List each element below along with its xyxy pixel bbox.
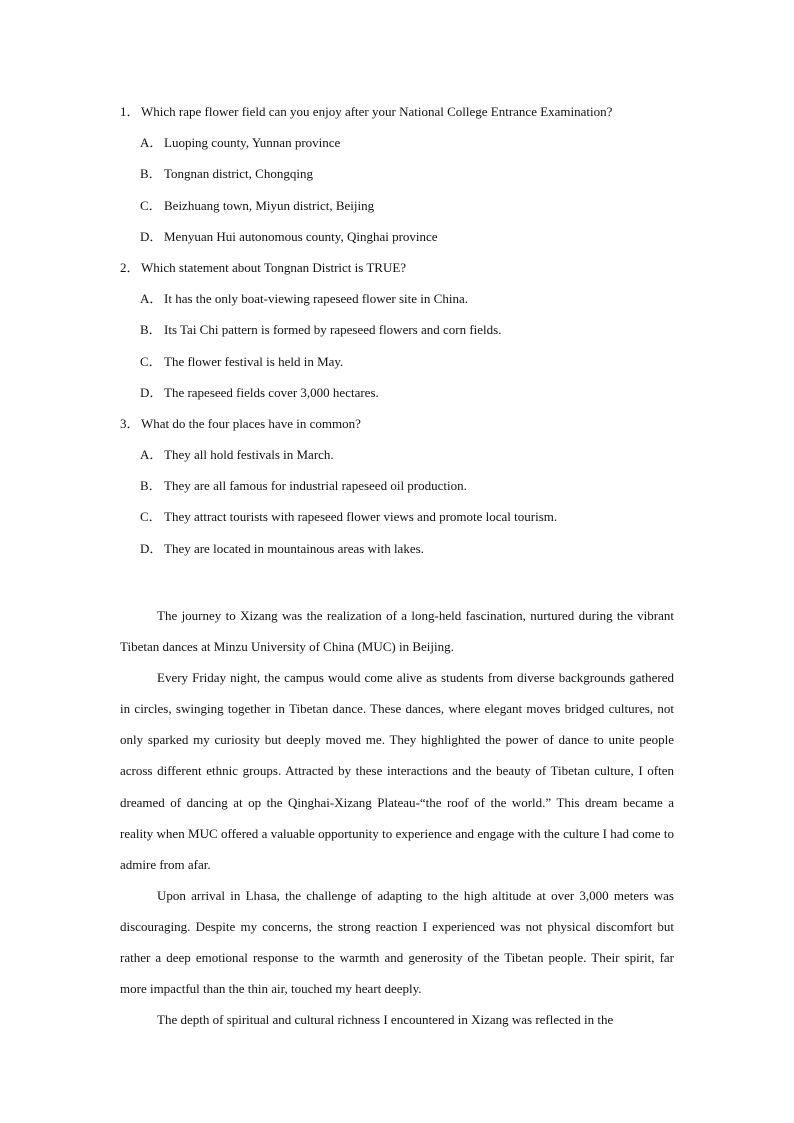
option-letter: D． <box>140 540 163 556</box>
option-text: They are located in mountainous areas with lakes. <box>164 540 424 556</box>
option-text: They all hold festivals in March. <box>164 447 334 463</box>
passage-paragraph-3: Upon arrival in Lhasa, the challenge of adapting to the high altitude at over 3,000 meters was discouraging. Despite my concerns, the strong reaction I experienced was not physical discomfort but rather a deep emotional response to the warmth and generosity of the Tibetan people. Their spirit, far more impactful than the thin air, touched my heart deeply. <box>120 887 674 997</box>
option-letter: C． <box>140 197 162 213</box>
option-text: Beizhuang town, Miyun district, Beijing <box>164 197 375 213</box>
question-1 <box>120 102 680 258</box>
option-b <box>120 476 680 507</box>
reading-passage <box>120 600 674 1035</box>
question-stem <box>120 102 680 133</box>
option-text: The flower festival is held in May. <box>164 353 344 369</box>
question-stem <box>120 414 680 445</box>
passage-paragraph-2: Every Friday night, the campus would come alive as students from diverse backgrounds gathered in circles, swinging together in Tibetan dance. These dances, where elegant moves bridged cultures, not only sparked my curiosity but deeply moved me. They highlighted the power of dance to unite people across different ethnic groups. Attracted by these interactions and the beauty of Tibetan culture, I often dreamed of dancing at op the Qinghai-Xizang Plateau-“the roof of the world.” This dream became a reality when MUC offered a valuable opportunity to experience and engage with the culture I had come to admire from afar. <box>120 670 674 872</box>
option-d <box>120 227 680 258</box>
option-text: They attract tourists with rapeseed flower views and promote local tourism. <box>164 509 558 525</box>
question-text: Which statement about Tongnan District is TRUE? <box>141 259 407 275</box>
option-letter: D． <box>140 228 163 244</box>
option-a <box>120 289 680 320</box>
question-number: 2． <box>120 259 140 275</box>
option-text: Luoping county, Yunnan province <box>164 135 341 151</box>
option-d <box>120 383 680 414</box>
question-list <box>120 102 680 570</box>
option-letter: C． <box>140 509 162 525</box>
option-text: They are all famous for industrial rapeseed oil production. <box>164 478 467 494</box>
option-b <box>120 164 680 195</box>
option-c <box>120 507 680 538</box>
question-text: Which rape flower field can you enjoy after your National College Entrance Examination? <box>141 104 613 119</box>
question-stem <box>120 258 680 289</box>
option-letter: C． <box>140 353 162 369</box>
passage-paragraph-4: The depth of spiritual and cultural richness I encountered in Xizang was reflected in the <box>157 1012 614 1028</box>
question-number: 1． <box>120 104 140 119</box>
question-number: 3． <box>120 415 140 431</box>
option-text: Its Tai Chi pattern is formed by rapeseed flowers and corn fields. <box>164 322 502 338</box>
option-c <box>120 196 680 227</box>
option-a <box>120 133 680 164</box>
option-letter: A． <box>140 447 163 463</box>
option-text: It has the only boat-viewing rapeseed flower site in China. <box>164 291 468 307</box>
option-letter: A． <box>140 291 163 307</box>
option-text: Menyuan Hui autonomous county, Qinghai province <box>164 228 438 244</box>
option-a <box>120 445 680 476</box>
option-d <box>120 539 680 570</box>
option-b <box>120 320 680 351</box>
option-c <box>120 352 680 383</box>
option-letter: B． <box>140 166 162 182</box>
option-letter: B． <box>140 322 162 338</box>
option-letter: A． <box>140 135 163 151</box>
question-3 <box>120 414 680 570</box>
passage-paragraph-1: The journey to Xizang was the realization of a long-held fascination, nurtured during the vibrant Tibetan dances at Minzu University of China (MUC) in Beijing. <box>120 608 674 655</box>
option-letter: D． <box>140 384 163 400</box>
question-2 <box>120 258 680 414</box>
option-text: The rapeseed fields cover 3,000 hectares. <box>164 384 379 400</box>
option-letter: B． <box>140 478 162 494</box>
option-text: Tongnan district, Chongqing <box>164 166 313 182</box>
question-text: What do the four places have in common? <box>141 415 361 431</box>
